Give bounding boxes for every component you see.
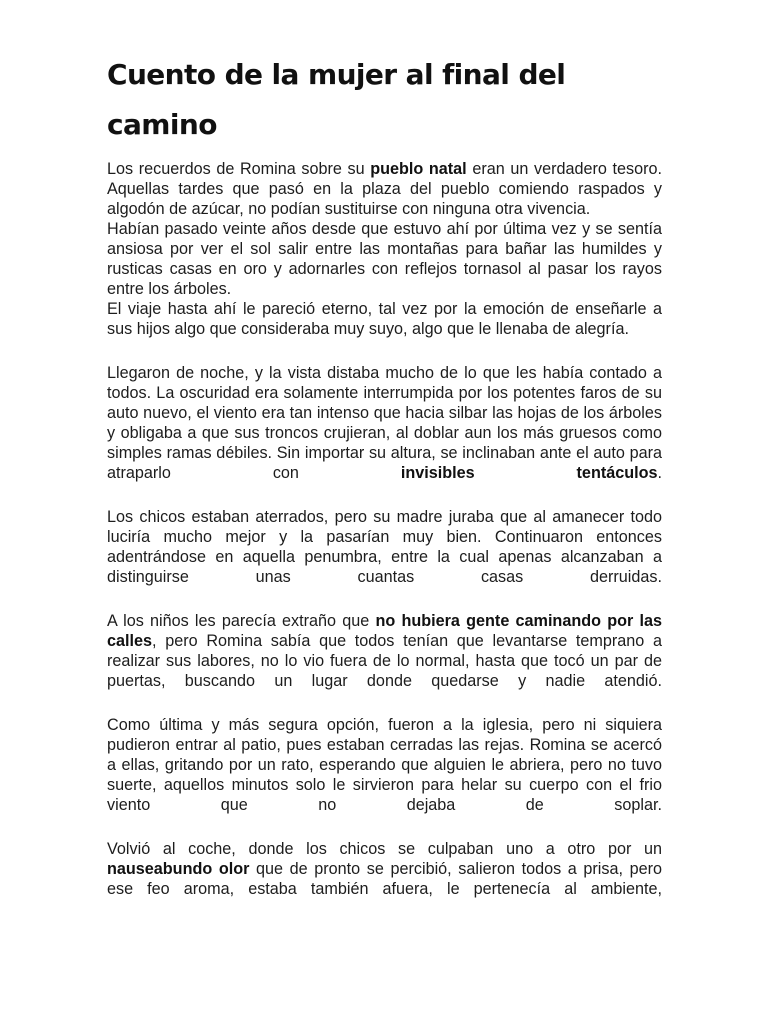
- paragraph-6: A los niños les parecía extraño que no hubiera gente caminando por las calles, pero Romina sabía que todos tenían que levantarse temprano a realizar sus labores, no lo vio fuera de lo normal, hasta que tocó un par de puertas, buscando un lugar donde quedarse y nadie atendió.: [107, 612, 662, 690]
- paragraph-8: Volvió al coche, donde los chicos se culpaban uno a otro por un nauseabundo olor que de pronto se percibió, salieron todos a prisa, pero ese feo aroma, estaba también afuera, le pertenecía al ambiente,: [107, 840, 662, 898]
- paragraph-4: Llegaron de noche, y la vista distaba mucho de lo que les había contado a todos. La oscuridad era solamente interrumpida por los potentes faros de su auto nuevo, el viento era tan intenso que hacia silbar las hojas de los árboles y obligaba a que sus troncos crujieran, al doblar aun los más gruesos como simples ramas débiles. Sin importar su altura, se inclinaban ante el auto para atraparlo con invisibles tentáculos.: [107, 364, 662, 482]
- bold-phrase-invisibles-tentaculos: invisibles tentáculos: [400, 464, 658, 482]
- paragraph-1: Los recuerdos de Romina sobre su pueblo natal eran un verdadero tesoro. Aquellas tardes que pasó en la plaza del pueblo comiendo raspados y algodón de azúcar, no podían sustituirse con ninguna otra vivencia.: [107, 160, 662, 218]
- bold-phrase-pueblo-natal: pueblo natal: [370, 160, 467, 178]
- paragraph-7: Como última y más segura opción, fueron a la iglesia, pero ni siquiera pudieron entrar al patio, pues estaban cerradas las rejas. Romina se acercó a ellas, gritando por un rato, esperando que alguien le abriera, pero no tuvo suerte, aquellos minutos solo le sirvieron para helar su cuerpo con el frio viento que no dejaba de soplar.: [107, 716, 662, 814]
- paragraph-2: Habían pasado veinte años desde que estuvo ahí por última vez y se sentía ansiosa por ver el sol salir entre las montañas para bañar las humildes y rusticas casas en oro y adornarles con reflejos tornasol al pasar los rayos entre los árboles.: [107, 220, 662, 298]
- bold-phrase-nauseabundo-olor: nauseabundo olor: [107, 860, 250, 878]
- bold-phrase-no-hubiera-gente: no hubiera gente caminando por las calles: [107, 612, 662, 650]
- document-page: [107, 50, 662, 923]
- story-title: Cuento de la mujer al final del camino: [107, 58, 566, 141]
- paragraph-5: Los chicos estaban aterrados, pero su madre juraba que al amanecer todo luciría mucho mejor y la pasarían muy bien. Continuaron entonces adentrándose en aquella penumbra, entre la cual apenas alcanzaban a distinguirse unas cuantas casas derruidas.: [107, 508, 662, 586]
- paragraph-3: El viaje hasta ahí le pareció eterno, tal vez por la emoción de enseñarle a sus hijos algo que consideraba muy suyo, algo que le llenaba de alegría.: [107, 300, 662, 338]
